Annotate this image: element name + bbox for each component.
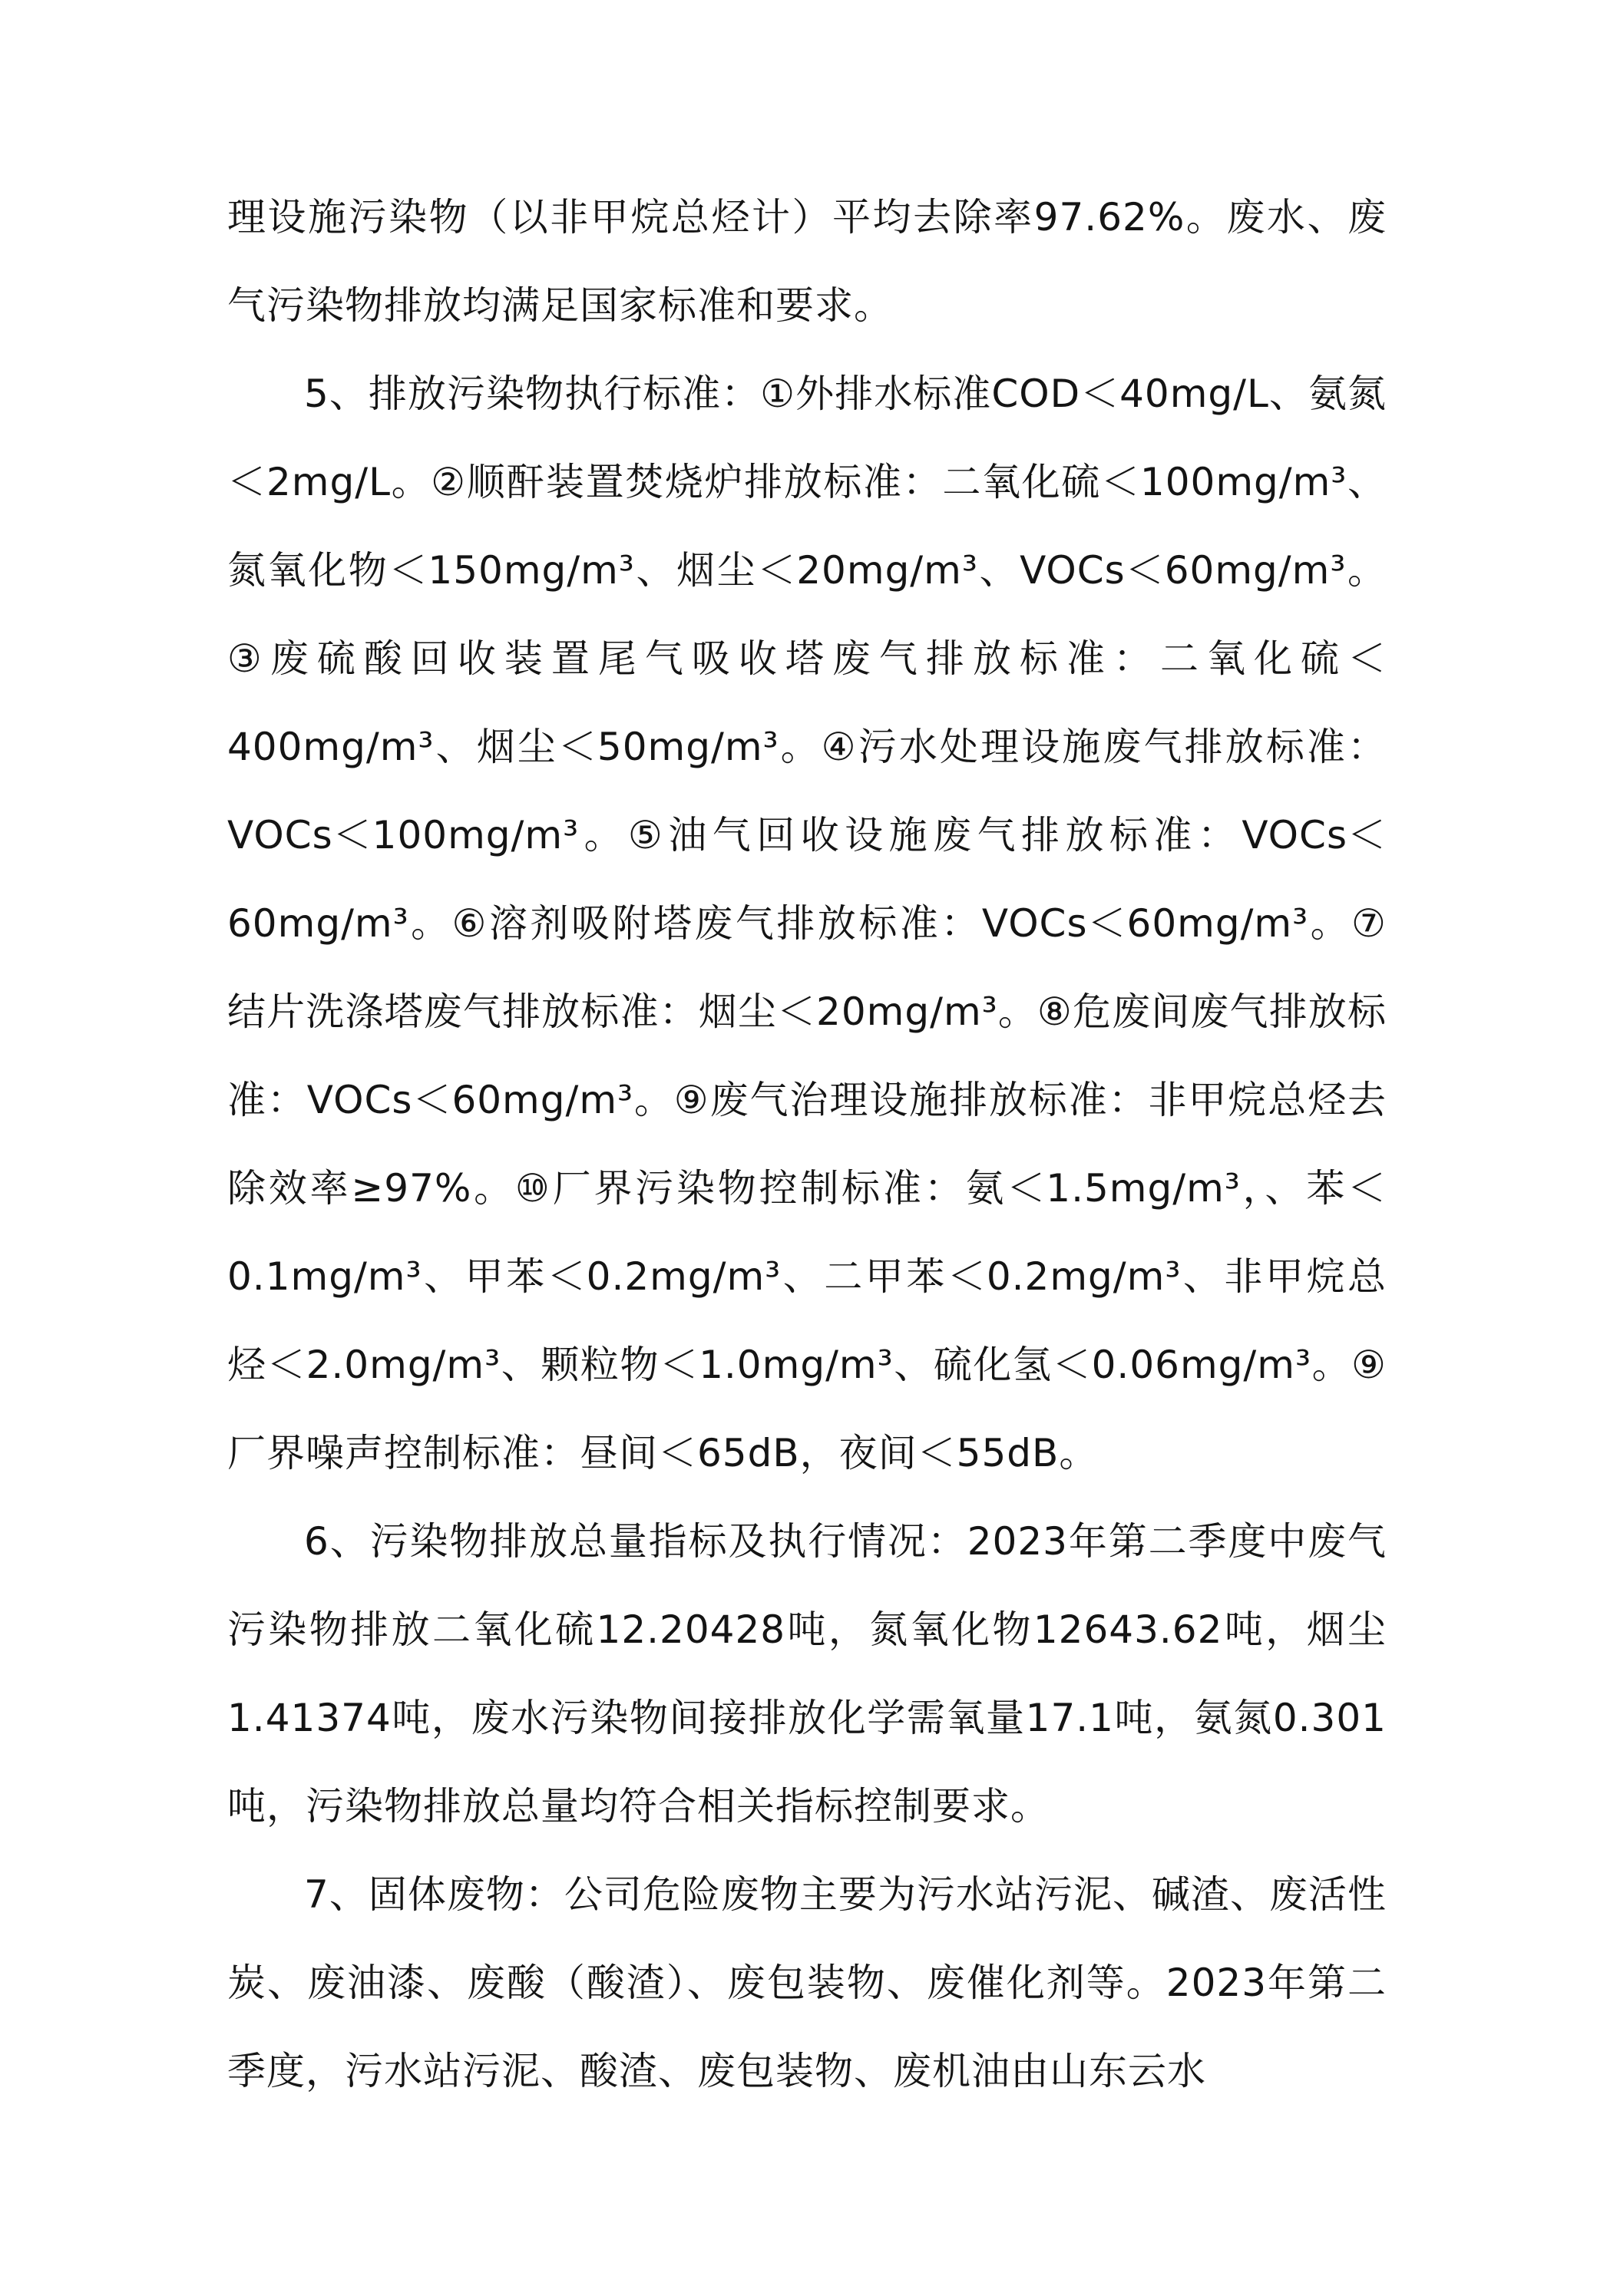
paragraph-item-5-emission-standards: 5、排放污染物执行标准：①外排水标准COD＜40mg/L、氨氮＜2mg/L。②顺酐装置焚烧炉排放标准：二氧化硫＜100mg/m³、氮氧化物＜150mg/m³、烟尘＜20mg/m³、VOCs＜60mg/m³。③废硫酸回收装置尾气吸收塔废气排放标准：二氧化硫＜400mg/m³、烟尘＜50mg/m³。④污水处理设施废气排放标准：VOCs＜100mg/m³。⑤油气回收设施废气排放标准：VOCs＜60mg/m³。⑥溶剂吸附塔废气排放标准：VOCs＜60mg/m³。⑦结片洗涤塔废气排放标准：烟尘＜20mg/m³。⑧危废间废气排放标准：VOCs＜60mg/m³。⑨废气治理设施排放标准：非甲烷总烃去除效率≥97%。⑩厂界污染物控制标准：氨＜1.5mg/m³，、苯＜0.1mg/m³、甲苯＜0.2mg/m³、二甲苯＜0.2mg/m³、非甲烷总烃＜2.0mg/m³、颗粒物＜1.0mg/m³、硫化氢＜0.06mg/m³。⑨厂界噪声控制标准：昼间＜65dB，夜间＜55dB。 [227,372,1387,1475]
document-body [227,173,1387,2116]
paragraph-item-6-total-emissions: 6、污染物排放总量指标及执行情况：2023年第二季度中废气污染物排放二氧化硫12.20428吨，氮氧化物12643.62吨，烟尘1.41374吨，废水污染物间接排放化学需氧量17.1吨，氨氮0.301吨，污染物排放总量均符合相关指标控制要求。 [227,1519,1387,1829]
paragraph-item-7-solid-waste: 7、固体废物：公司危险废物主要为污水站污泥、碱渣、废活性炭、废油漆、废酸（酸渣）、废包装物、废催化剂等。2023年第二季度，污水站污泥、酸渣、废包装物、废机油由山东云水 [227,1872,1387,2093]
paragraph-continuation: 理设施污染物（以非甲烷总烃计）平均去除率97.62%。废水、废气污染物排放均满足国家标准和要求。 [227,195,1387,328]
